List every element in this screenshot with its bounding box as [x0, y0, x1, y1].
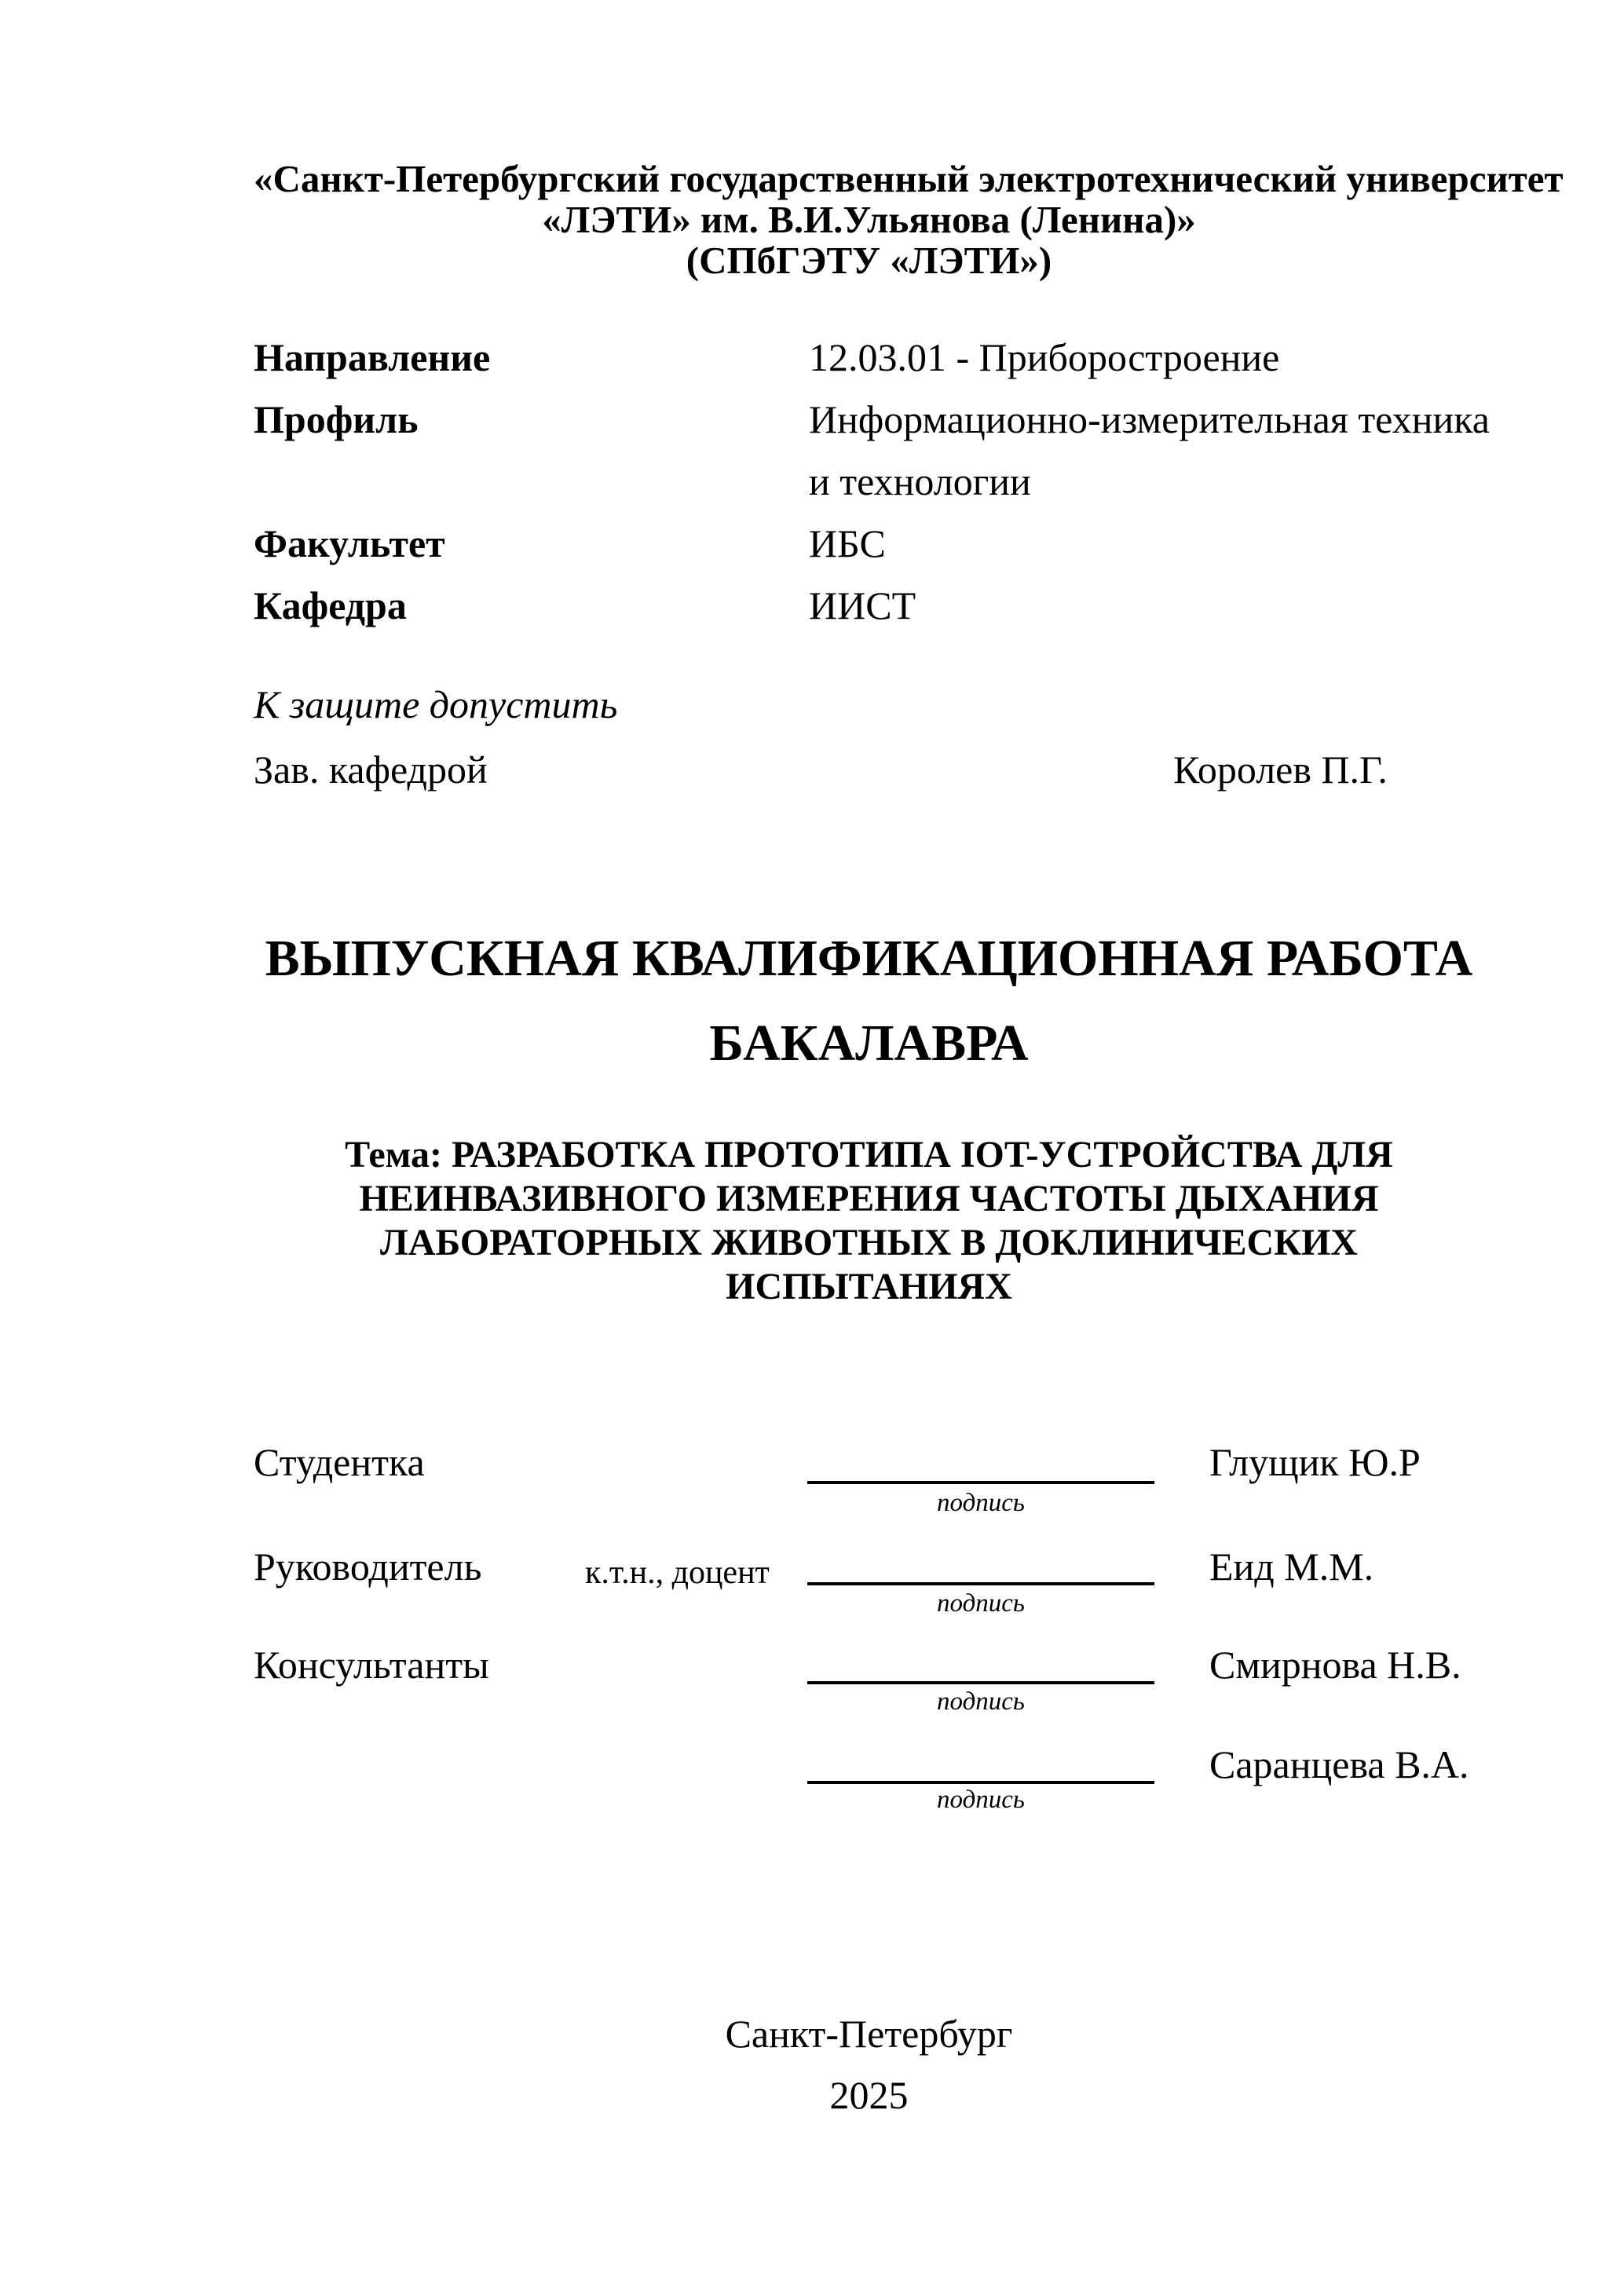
student-signature-line — [807, 1481, 1154, 1484]
faculty-label: Факультет — [254, 521, 445, 565]
consultant1-signature-caption: подпись — [937, 1687, 1025, 1716]
theme-line4: ИСПЫТАНИЯХ — [726, 1266, 1012, 1307]
footer-city: Санкт-Петербург — [725, 2012, 1013, 2056]
direction-label: Направление — [254, 335, 491, 379]
department-head-name: Королев П.Г. — [1173, 748, 1388, 792]
university-name-line1: «Санкт-Петербургский государственный электротехнический университет — [254, 157, 1564, 200]
theme-line1: Тема: РАЗРАБОТКА ПРОТОТИПА IOT-УСТРОЙСТВА ДЛЯ — [345, 1134, 1393, 1175]
profile-value: Информационно-измерительная техника — [809, 397, 1490, 441]
department-label: Кафедра — [254, 583, 407, 627]
consultant2-signature-caption: подпись — [937, 1786, 1025, 1814]
supervisor-signature-caption: подпись — [937, 1589, 1025, 1618]
theme-line2: НЕИНВАЗИВНОГО ИЗМЕРЕНИЯ ЧАСТОТЫ ДЫХАНИЯ — [359, 1178, 1379, 1219]
supervisor-label: Руководитель — [254, 1545, 482, 1589]
university-name-line2: «ЛЭТИ» им. В.И.Ульянова (Ленина)» — [542, 198, 1196, 241]
profile-label: Профиль — [254, 397, 419, 441]
admission-row — [254, 745, 1557, 794]
supervisor-name: Еид М.М. — [1209, 1545, 1374, 1589]
profile-value-continuation: и технологии — [809, 459, 1031, 503]
department-value: ИИСТ — [809, 583, 916, 627]
consultant1-name: Смирнова Н.В. — [1209, 1643, 1461, 1687]
student-name: Глущик Ю.Р — [1209, 1440, 1421, 1484]
info-row-department — [254, 581, 1557, 630]
faculty-value: ИБС — [809, 521, 886, 565]
footer — [254, 2003, 1484, 2126]
department-head-label: Зав. кафедрой — [254, 748, 488, 792]
info-row-faculty — [254, 519, 1557, 568]
consultant1-signature-line — [807, 1681, 1154, 1684]
work-title-line1: ВЫПУСКНАЯ КВАЛИФИКАЦИОННАЯ РАБОТА — [265, 930, 1473, 987]
supervisor-degree: к.т.н., доцент — [585, 1555, 770, 1591]
student-signature-caption: подпись — [937, 1489, 1025, 1517]
theme-block — [254, 1133, 1484, 1309]
consultants-label: Консультанты — [254, 1643, 489, 1687]
university-header — [254, 157, 1564, 282]
admission-note: К защите допустить — [254, 682, 618, 726]
info-row-direction — [254, 333, 1557, 382]
info-row-profile-cont — [254, 457, 1557, 506]
supervisor-signature-line — [807, 1582, 1154, 1585]
info-row-profile — [254, 395, 1557, 444]
work-title-line2: БАКАЛАВРА — [709, 1015, 1029, 1072]
university-abbreviation: (СПбГЭТУ «ЛЭТИ») — [686, 239, 1052, 282]
student-label: Студентка — [254, 1440, 425, 1484]
theme-line3: ЛАБОРАТОРНЫХ ЖИВОТНЫХ В ДОКЛИНИЧЕСКИХ — [380, 1222, 1358, 1263]
consultant2-name: Саранцева В.А. — [1209, 1742, 1469, 1786]
footer-year: 2025 — [829, 2073, 909, 2117]
direction-value: 12.03.01 - Приборостроение — [809, 335, 1280, 379]
work-title — [254, 916, 1484, 1086]
